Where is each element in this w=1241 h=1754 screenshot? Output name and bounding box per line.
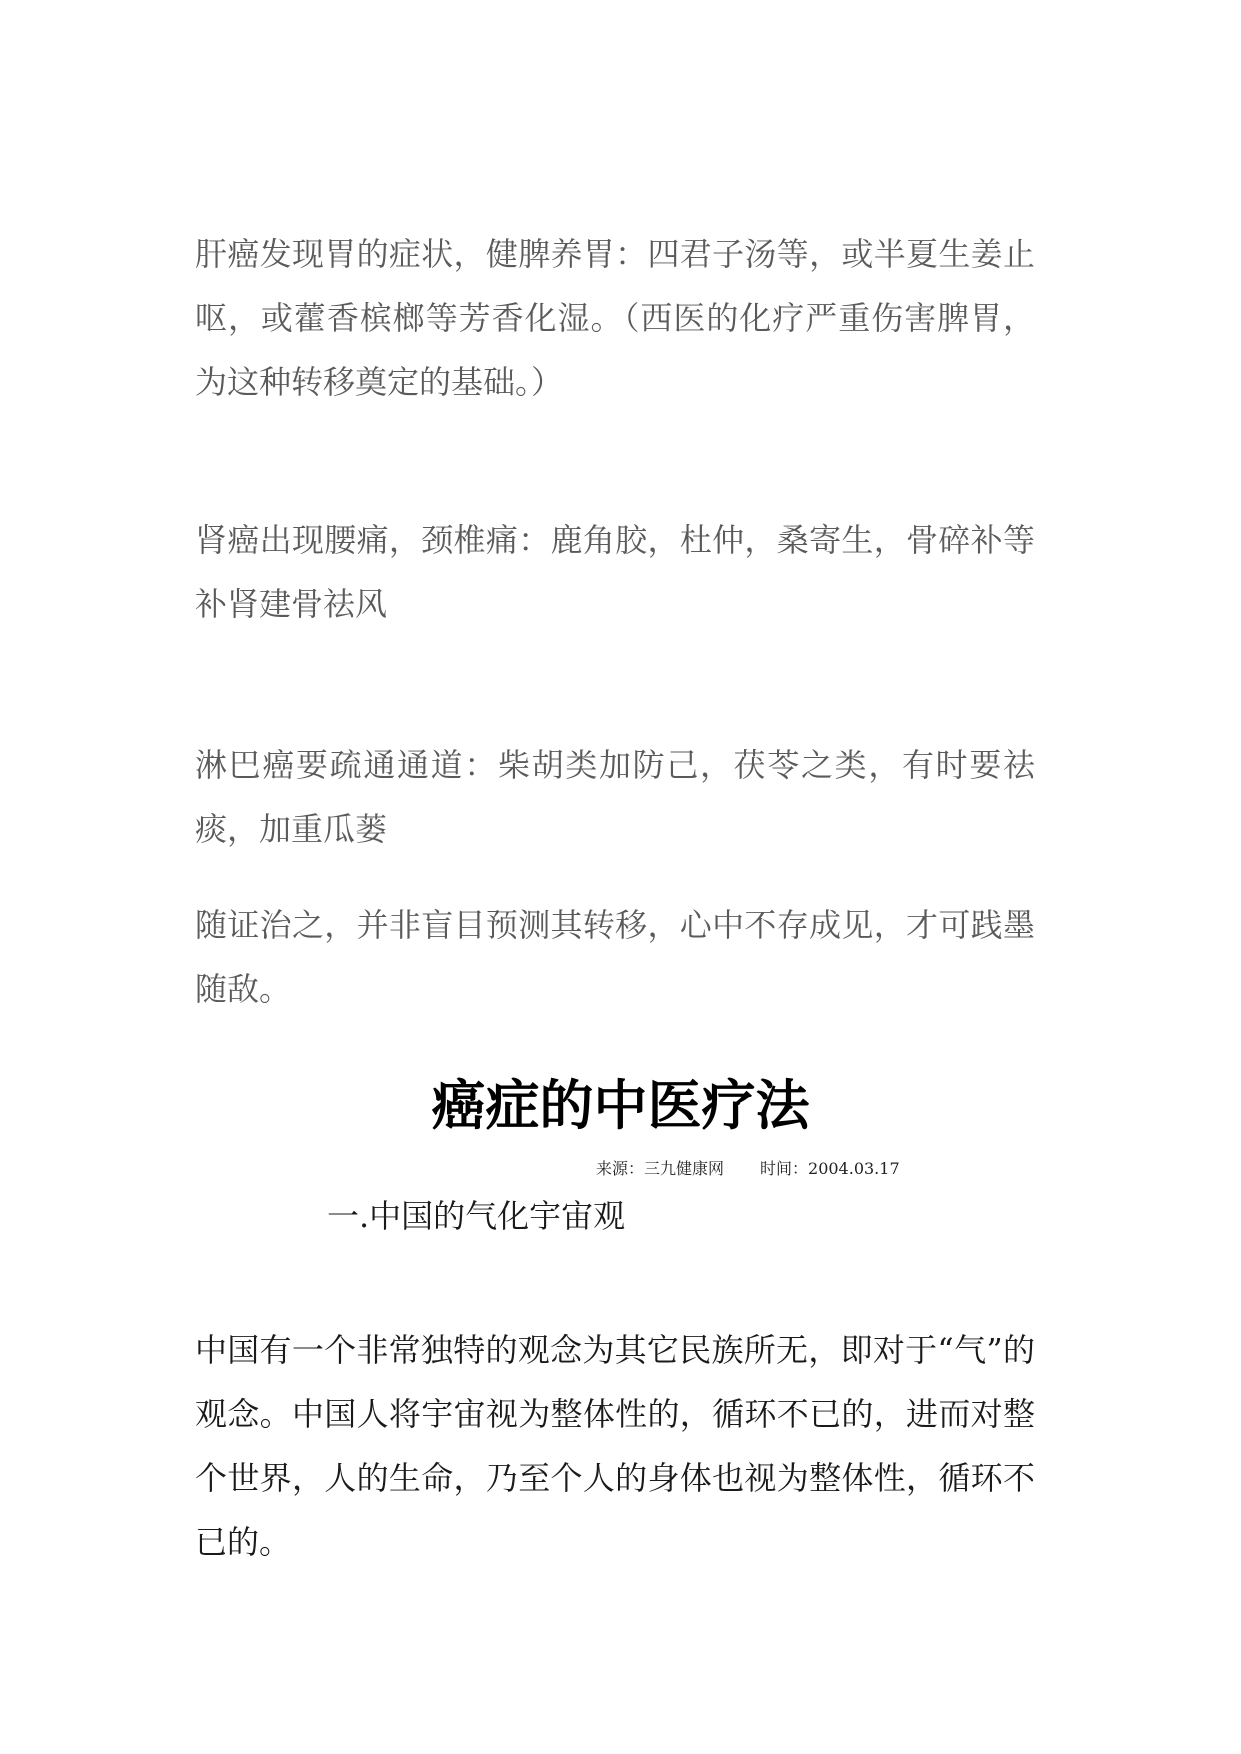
paragraph-lymphoma: 淋巴癌要疏通通道：柴胡类加防己，茯苓之类，有时要祛痰，加重瓜蒌	[195, 746, 1035, 848]
paragraph-liver-cancer: 肝癌发现胃的症状，健脾养胃：四君子汤等，或半夏生姜止呕，或藿香槟榔等芳香化湿。（西医的化疗严重伤害脾胃，为这种转移奠定的基础。）	[195, 235, 1035, 401]
article-source: 来源：三九健康网	[596, 1159, 725, 1178]
paragraph-treat-by-syndrome: 随证治之，并非盲目预测其转移，心中不存成见，才可践墨随敌。	[195, 906, 1035, 1008]
article-title: 癌症的中医疗法	[431, 1074, 810, 1137]
section-heading: 一.中国的气化宇宙观	[327, 1197, 626, 1235]
article-time: 时间：2004.03.17	[760, 1159, 900, 1178]
paragraph-kidney-cancer: 肾癌出现腰痛，颈椎痛：鹿角胶，杜仲，桑寄生，骨碎补等补肾建骨祛风	[195, 521, 1035, 623]
paragraph-qi-concept: 中国有一个非常独特的观念为其它民族所无，即对于“气”的观念。中国人将宇宙视为整体性的，循环不已的，进而对整个世界，人的生命，乃至个人的身体也视为整体性，循环不已的。	[195, 1331, 1035, 1561]
article-meta	[596, 1157, 900, 1181]
